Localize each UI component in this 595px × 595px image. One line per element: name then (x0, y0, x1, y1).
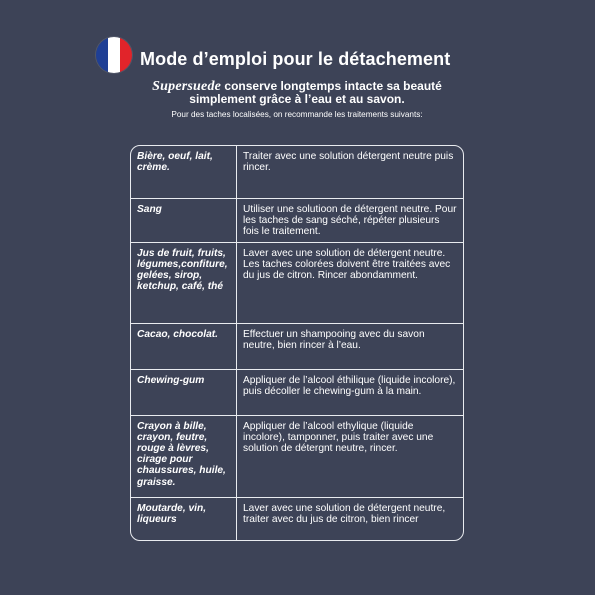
stain-cell: Crayon à bille, crayon, feutre, rouge à lèvres, cirage pour chaussures, huile, graisse. (131, 415, 237, 497)
table-row (131, 242, 463, 323)
france-flag-icon (96, 37, 132, 73)
treatment-cell: Effectuer un shampooing avec du savon neutre, bien rincer à l’eau. (237, 323, 464, 369)
treatment-cell: Appliquer de l’alcool ethylique (liquide incolore), tamponner, puis traiter avec une solution de détergnt neutre, rincer. (237, 415, 464, 497)
stain-cell: Jus de fruit, fruits, légumes,confiture, gelées, sirop, ketchup, café, thé (131, 242, 237, 323)
treatment-cell: Utiliser une solutioon de détergent neutre. Pour les taches de sang séché, répéter plusieurs fois le traitement. (237, 198, 464, 242)
flag-blue-band (96, 37, 108, 73)
treatment-table (131, 146, 463, 541)
subtitle-text: conserve longtemps intacte sa beauté simplement grâce à l’eau et au savon. (189, 79, 442, 106)
brand-name: Supersuede (152, 79, 222, 94)
flag-red-band (120, 37, 132, 73)
stain-cell: Chewing-gum (131, 369, 237, 415)
stain-cell: Sang (131, 198, 237, 242)
table-row (131, 198, 463, 242)
stain-cell: Bière, oeuf, lait, crème. (131, 146, 237, 198)
table-row (131, 323, 463, 369)
treatment-cell: Appliquer de l’alcool éthilique (liquide incolore), puis décoller le chewing-gum à la main. (237, 369, 464, 415)
treatment-cell: Laver avec une solution de détergent neutre. Les taches colorées doivent être traitées avec du jus de citron. Rincer abondamment. (237, 242, 464, 323)
subtitle (130, 80, 464, 106)
table-row (131, 497, 463, 541)
intro-note: Pour des taches localisées, on recommande les traitements suivants: (171, 110, 423, 119)
page-title: Mode d’emploi pour le détachement (140, 49, 451, 69)
stain-cell: Cacao, chocolat. (131, 323, 237, 369)
stain-treatment-table (130, 145, 464, 541)
table-row (131, 146, 463, 198)
table-row (131, 415, 463, 497)
flag-white-band (108, 37, 120, 73)
stain-cell: Moutarde, vin, liqueurs (131, 497, 237, 541)
treatment-cell: Laver avec une solution de détergent neutre, traiter avec du jus de citron, bien rincer (237, 497, 464, 541)
treatment-cell: Traiter avec une solution détergent neutre puis rincer. (243, 151, 454, 174)
table-row (131, 369, 463, 415)
